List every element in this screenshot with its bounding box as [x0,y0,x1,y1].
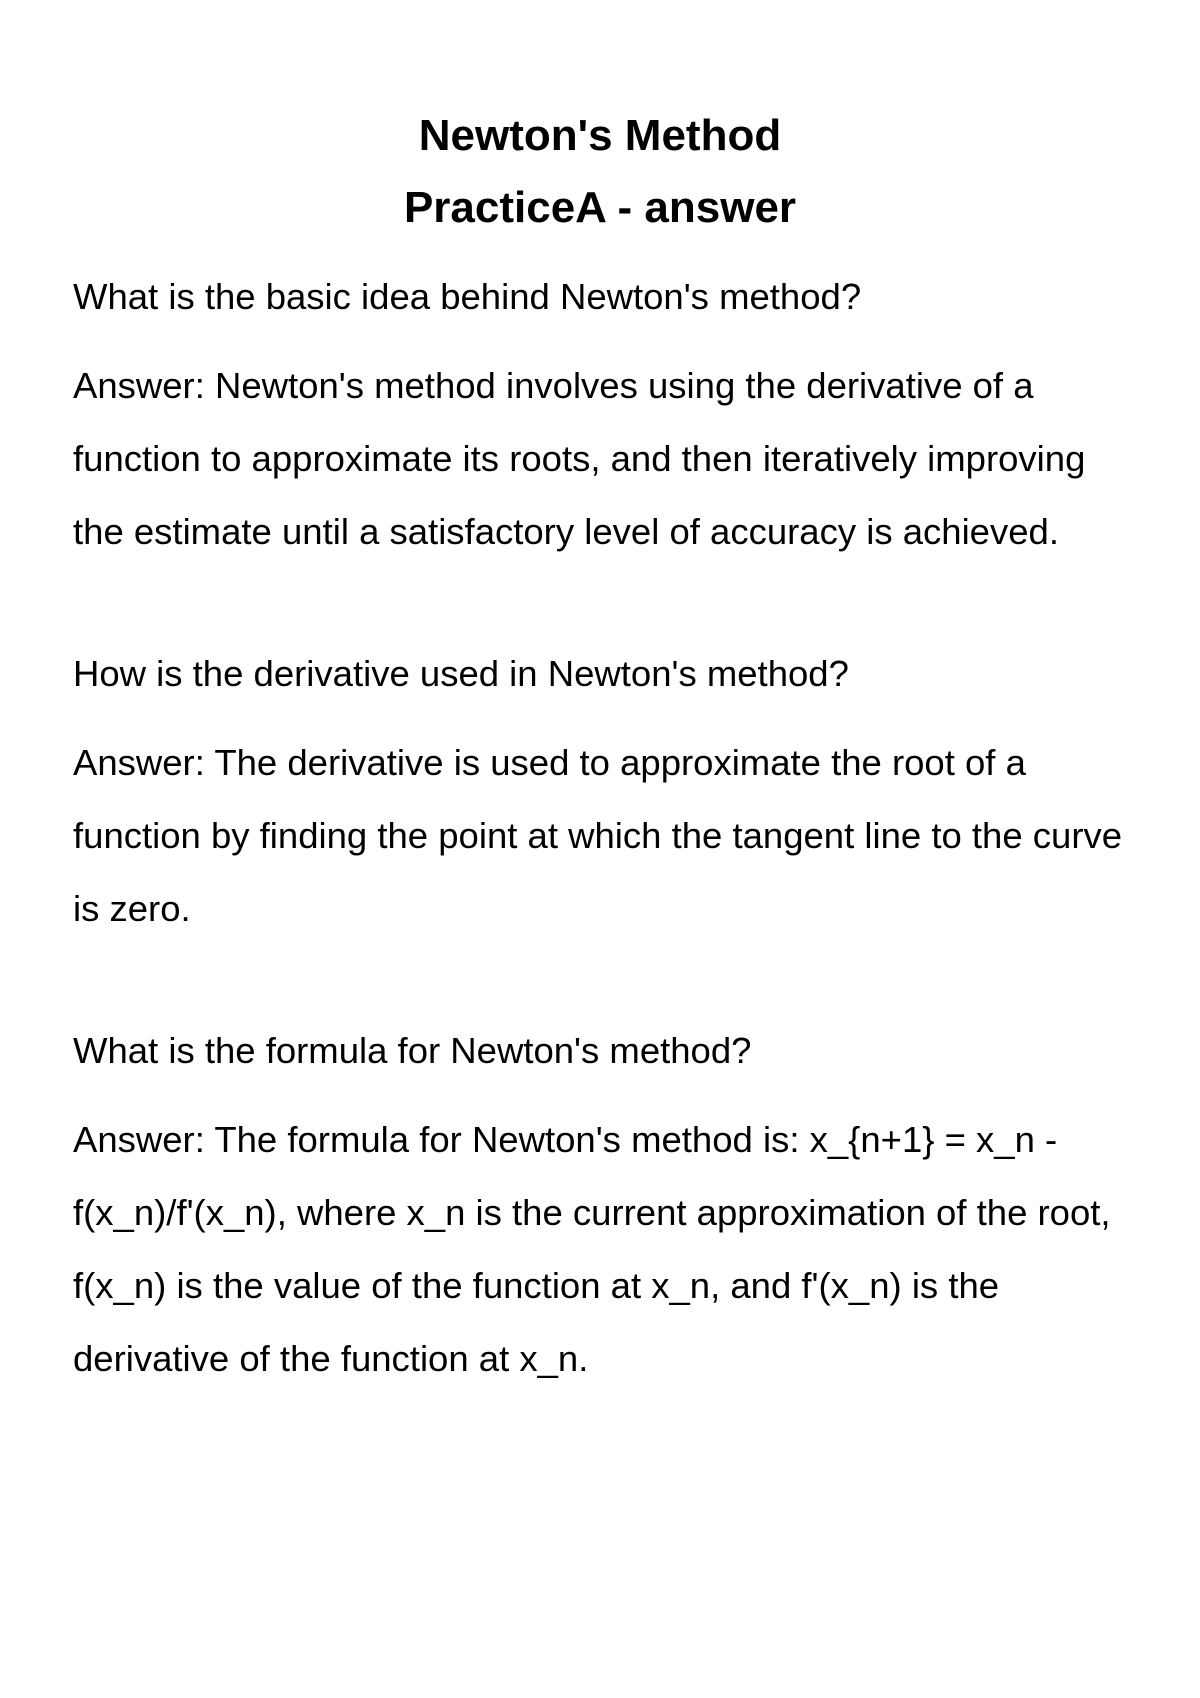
page-subtitle: PracticeA - answer [403,183,797,232]
answer-2: Answer: The derivative is used to approximate the root of a function by finding the point at which the tangent line to the curve is zero. [73,742,1123,929]
qa-item-1 [73,272,1143,568]
page-title: Newton's Method [418,111,782,160]
qa-item-2 [73,649,1143,945]
qa-content [73,272,1143,1395]
title-block [0,100,1200,244]
question-2: How is the derivative used in Newton's method? [73,653,849,694]
question-3: What is the formula for Newton's method? [73,1030,752,1071]
answer-3: Answer: The formula for Newton's method is: x_{n+1} = x_n - f(x_n)/f'(x_n), where x_n is the current approximation of the root, f(x_n) is the value of the function at x_n, and f'(x_n) is the derivative of the function at x_n. [73,1119,1111,1379]
question-1: What is the basic idea behind Newton's method? [73,276,862,317]
qa-item-3 [73,1026,1143,1395]
answer-1: Answer: Newton's method involves using the derivative of a function to approximate its roots, and then iteratively improving the estimate until a satisfactory level of accuracy is achieved. [73,365,1086,552]
